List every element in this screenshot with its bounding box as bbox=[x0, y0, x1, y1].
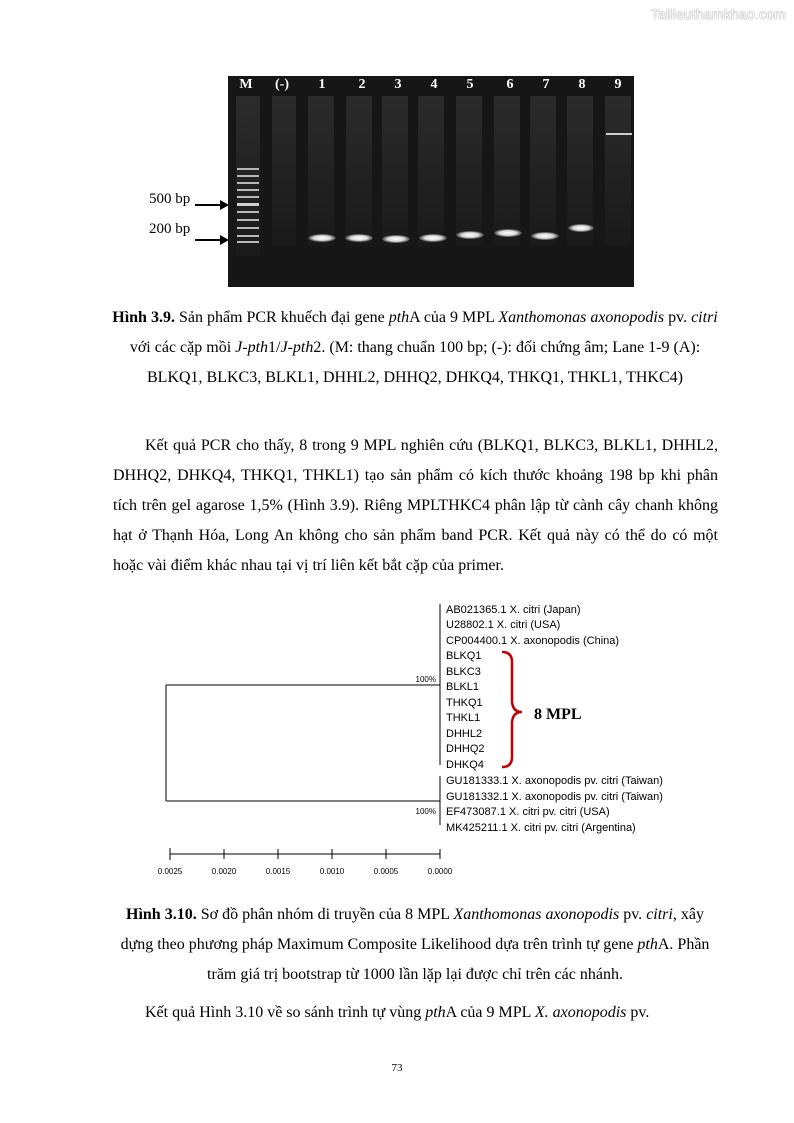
lane-label: 4 bbox=[430, 77, 438, 92]
page-number: 73 bbox=[391, 1062, 403, 1074]
lane-label: 7 bbox=[542, 77, 550, 92]
taxon-label: CP004400.1 X. axonopodis (China) bbox=[446, 635, 620, 647]
scale-tick-label: 0.0010 bbox=[319, 867, 345, 876]
taxon-label: AB021365.1 X. citri (Japan) bbox=[446, 604, 581, 616]
phylogenetic-tree bbox=[150, 600, 710, 885]
taxon-label: GU181333.1 X. axonopodis pv. citri (Taiwan) bbox=[446, 775, 663, 787]
arrow-500bp-icon bbox=[195, 198, 231, 212]
lane-label: 3 bbox=[394, 77, 402, 92]
results-paragraph: Kết quả PCR cho thấy, 8 trong 9 MPL nghiên cứu (BLKQ1, BLKC3, BLKL1, DHHL2, DHHQ2, DHKQ4, THKQ1, THKL1) tạo sản phẩm có kích thước khoảng 198 bp khi phân tích trên gel agarose 1,5% (Hình 3.9). Riêng MPLTHKC4 phân lập từ cành cây chanh không hạt ở Thạnh Hóa, Long An không cho sản phẩm band PCR. Kết quả này có thể do có một hoặc vài điểm khác nhau tại vị trí liên kết bắt cặp của primer. bbox=[113, 437, 718, 574]
scale-tick-label: 0.0015 bbox=[265, 867, 291, 876]
figure-3-10-caption: Hình 3.10. Sơ đồ phân nhóm di truyền của 8 MPL Xanthomonas axonopodis pv. citri, xây dựng theo phương pháp Maximum Composite Likelihood dựa trên trình tự gene pthA. Phần trăm giá trị bootstrap từ 1000 lần lặp lại được chỉ trên các nhánh. bbox=[120, 906, 710, 983]
arrow-200bp-icon bbox=[195, 233, 231, 247]
lane-label: 1 bbox=[318, 77, 326, 92]
lane-label: M bbox=[239, 77, 253, 92]
figure-3-9-caption: Hình 3.9. Sản phẩm PCR khuếch đại gene pthA của 9 MPL Xanthomonas axonopodis pv. citri với các cặp mồi J-pth1/J-pth2. (M: thang chuẩn 100 bp; (-): đối chứng âm; Lane 1-9 (A): BLKQ1, BLKC3, BLKL1, DHHL2, DHHQ2, DHKQ4, THKQ1, THKL1, THKC4) bbox=[112, 309, 718, 386]
taxon-label: GU181332.1 X. axonopodis pv. citri (Taiwan) bbox=[446, 791, 663, 803]
lane-label: 5 bbox=[466, 77, 474, 92]
taxon-label: BLKC3 bbox=[446, 666, 481, 678]
taxon-label: EF473087.1 X. citri pv. citri (USA) bbox=[446, 806, 610, 818]
taxon-label: DHHQ2 bbox=[446, 743, 485, 755]
taxon-label: BLKQ1 bbox=[446, 650, 482, 662]
taxon-label: U28802.1 X. citri (USA) bbox=[446, 619, 561, 631]
lane-label: 6 bbox=[506, 77, 514, 92]
bootstrap-value: 100% bbox=[415, 675, 436, 684]
gel-electrophoresis-image bbox=[228, 76, 634, 287]
taxon-label: BLKL1 bbox=[446, 681, 480, 693]
lane-label: 9 bbox=[614, 77, 622, 92]
group-bracket bbox=[502, 652, 522, 767]
taxon-label: THKQ1 bbox=[446, 697, 483, 709]
comparison-paragraph: Kết quả Hình 3.10 về so sánh trình tự vùng pthA của 9 MPL X. axonopodis pv. bbox=[145, 1004, 650, 1021]
group-label: 8 MPL bbox=[534, 706, 582, 723]
watermark: Tailieuthamkhao.com bbox=[650, 6, 786, 22]
taxon-label: MK425211.1 X. citri pv. citri (Argentina) bbox=[446, 822, 636, 834]
lane-label: 8 bbox=[578, 77, 586, 92]
taxon-label: DHHL2 bbox=[446, 728, 483, 740]
taxon-label: THKL1 bbox=[446, 712, 481, 724]
scale-tick-label: 0.0020 bbox=[211, 867, 237, 876]
scale-tick-label: 0.0025 bbox=[157, 867, 183, 876]
scale-tick-label: 0.0005 bbox=[373, 867, 399, 876]
marker-label-200bp: 200 bp bbox=[149, 221, 191, 237]
taxon-label: DHKQ4 bbox=[446, 759, 484, 771]
marker-label-500bp: 500 bp bbox=[149, 191, 191, 207]
lane-label: 2 bbox=[358, 77, 366, 92]
scale-tick-label: 0.0000 bbox=[427, 867, 453, 876]
bootstrap-value: 100% bbox=[415, 807, 436, 816]
lane-label: (-) bbox=[275, 77, 289, 92]
